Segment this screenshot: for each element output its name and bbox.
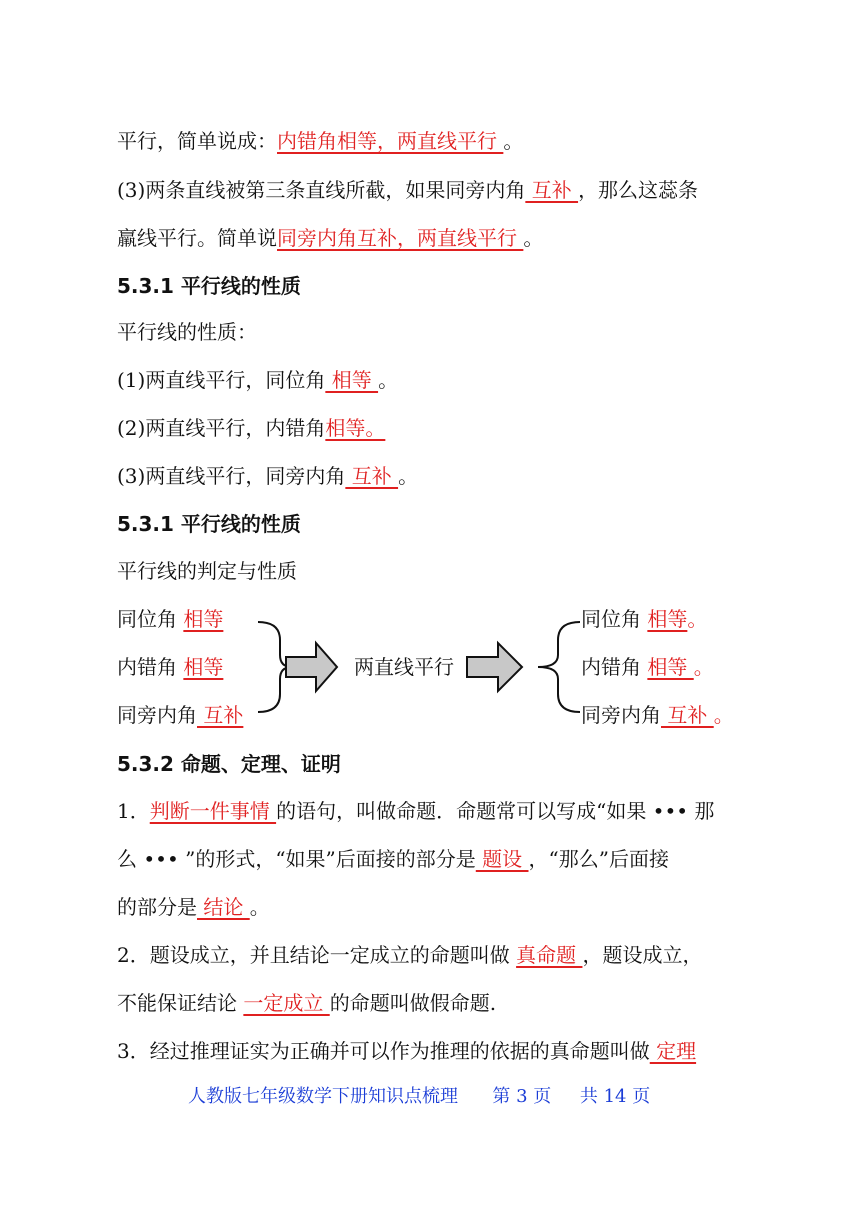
text: 羸线平行。简单说 bbox=[117, 226, 277, 250]
diagram-right-item bbox=[581, 605, 707, 633]
answer-blank: 相等 bbox=[647, 607, 688, 631]
text: 同位角 bbox=[117, 607, 184, 631]
diagram-left-item bbox=[117, 653, 223, 681]
diagram-right-item bbox=[581, 701, 734, 729]
text-line: 平行线的性质： bbox=[117, 320, 257, 344]
footer-total-pages: 共 14 页 bbox=[579, 1086, 651, 1107]
text-line bbox=[117, 127, 523, 155]
page-footer bbox=[188, 1082, 650, 1108]
text-line bbox=[117, 845, 669, 873]
text: 平行，简单说成： bbox=[117, 129, 277, 153]
text: (3)两条直线被第三条直线所截，如果同旁内角 bbox=[117, 178, 526, 202]
answer-blank: 内错角相等，两直线平行 bbox=[277, 129, 504, 153]
text: 么 ••• ”的形式，“如果”后面接的部分是 bbox=[117, 847, 476, 871]
answer-blank: 相等 bbox=[647, 655, 694, 679]
answer-blank: 互补 bbox=[345, 464, 399, 488]
right-arrow-icon bbox=[467, 643, 522, 691]
text: 。 bbox=[523, 226, 544, 250]
text-line bbox=[117, 224, 543, 252]
right-arrow-icon bbox=[286, 643, 337, 691]
section-heading: 5.3.1 平行线的性质 bbox=[117, 512, 301, 536]
text-line bbox=[117, 797, 714, 825]
text: (3)两直线平行，同旁内角 bbox=[117, 464, 346, 488]
text: 。 bbox=[713, 703, 734, 727]
text-line bbox=[117, 176, 698, 204]
text: 同旁内角 bbox=[117, 703, 197, 727]
text: 。 bbox=[693, 655, 714, 679]
text-line bbox=[117, 1037, 696, 1065]
text: ，题设成立， bbox=[582, 943, 703, 967]
footer-title: 人教版七年级数学下册知识点梳理 bbox=[188, 1086, 458, 1107]
text-line bbox=[117, 989, 496, 1017]
answer-blank: 真命题 bbox=[516, 943, 583, 967]
answer-blank: 互补 bbox=[661, 703, 714, 727]
answer-blank: 互补 bbox=[197, 703, 244, 727]
text: 同位角 bbox=[581, 607, 648, 631]
answer-blank: 同旁内角互补，两直线平行 bbox=[277, 226, 524, 250]
answer-blank: 相等 bbox=[183, 607, 224, 631]
text: 的命题叫做假命题. bbox=[329, 991, 497, 1015]
right-brace-icon bbox=[538, 622, 580, 712]
diagram-left-item bbox=[117, 701, 243, 729]
text-line bbox=[117, 366, 398, 394]
section-heading: 5.3.2 命题、定理、证明 bbox=[117, 752, 341, 776]
text-line bbox=[117, 893, 270, 921]
diagram-right-item bbox=[581, 653, 714, 681]
text: 的部分是 bbox=[117, 895, 197, 919]
text-line bbox=[117, 462, 418, 490]
text: 2．题设成立，并且结论一定成立的命题叫做 bbox=[117, 943, 517, 967]
diagram-center-label: 两直线平行 bbox=[354, 655, 454, 679]
text: 的语句，叫做命题．命题常可以写成“如果 ••• 那 bbox=[276, 799, 715, 823]
text: 。 bbox=[398, 464, 419, 488]
text: (2)两直线平行，内错角 bbox=[117, 416, 326, 440]
answer-blank: 题设 bbox=[475, 847, 529, 871]
text: 内错角 bbox=[117, 655, 184, 679]
text: 内错角 bbox=[581, 655, 648, 679]
section-heading: 5.3.1 平行线的性质 bbox=[117, 274, 301, 298]
text-line bbox=[117, 941, 702, 969]
text: 1． bbox=[117, 799, 150, 823]
answer-blank: 相等 bbox=[183, 655, 224, 679]
answer-blank: 互补 bbox=[525, 178, 579, 202]
text: (1)两直线平行，同位角 bbox=[117, 368, 326, 392]
left-brace-icon bbox=[258, 622, 292, 712]
answer-blank: 相等 bbox=[325, 368, 379, 392]
diagram-left-item bbox=[117, 605, 223, 633]
answer-blank: 一定成立 bbox=[243, 991, 330, 1015]
text-line: 平行线的判定与性质 bbox=[117, 559, 297, 583]
text: 。 bbox=[503, 129, 524, 153]
text: 不能保证结论 bbox=[117, 991, 244, 1015]
answer-blank: 相等。 bbox=[325, 416, 386, 440]
answer-blank: 判断一件事情 bbox=[149, 799, 277, 823]
text: ，“那么”后面接 bbox=[528, 847, 669, 871]
answer-blank: 定理 bbox=[649, 1039, 697, 1063]
text-line bbox=[117, 414, 385, 442]
text: ，那么这蕊条 bbox=[578, 178, 699, 202]
text: 。 bbox=[378, 368, 399, 392]
text: 。 bbox=[687, 607, 708, 631]
text: 3．经过推理证实为正确并可以作为推理的依据的真命题叫做 bbox=[117, 1039, 650, 1063]
footer-page-number: 第 3 页 bbox=[492, 1086, 552, 1107]
answer-blank: 结论 bbox=[197, 895, 250, 919]
text: 同旁内角 bbox=[581, 703, 661, 727]
text: 。 bbox=[249, 895, 270, 919]
